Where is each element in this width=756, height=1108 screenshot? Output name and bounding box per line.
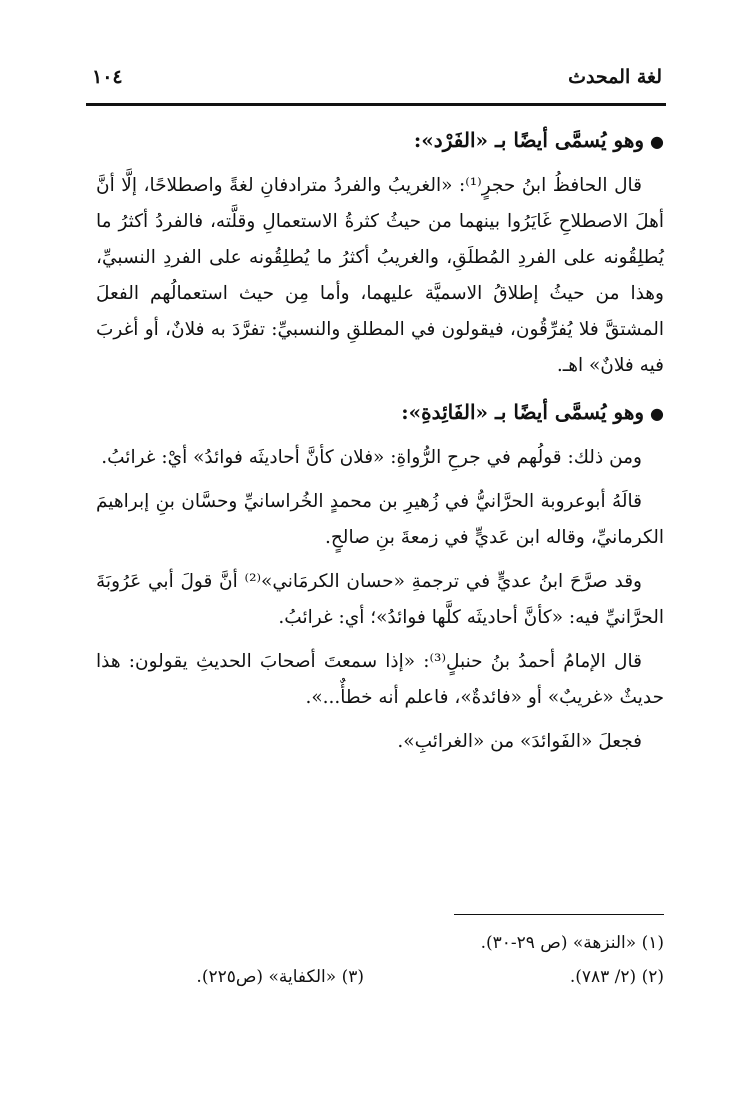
section-heading-faida: ●وهو يُسمَّى أيضًا بـ «الفَائِدةِ»: (401, 400, 664, 424)
footnotes (96, 926, 664, 994)
running-title: لغة المحدث (568, 66, 662, 88)
paragraph: قالَهُ أبوعروبة الحرَّانيُّ في زُهيرِ بن محمدٍ الخُراسانيِّ وحسَّان بنِ إبراهيمَ الكرمانيِّ، وقاله ابن عَديٍّ في زمعةَ بنِ صالحٍ. (96, 491, 664, 548)
footnote-row (96, 960, 664, 994)
footnote-1: (١) «النزهة» (ص ٢٩-٣٠). (480, 933, 664, 953)
footnote-rule (454, 914, 664, 915)
paragraph: فجعلَ «الفَوائدَ» من «الغرائبِ». (397, 731, 642, 752)
paragraph: وقد صرَّحَ ابنُ عديٍّ في ترجمةِ «حسان الكرمَاني»⁽²⁾ أنَّ قولَ أبي عَرُوبَةَ الحرَّانيِّ فيه: «كأنَّ أحاديثَه كلَّها فوائدُ»؛ أي: غرائبُ. (96, 571, 664, 628)
page-body (96, 112, 664, 768)
paragraph: قال الإمامُ أحمدُ بنُ حنبلٍ⁽³⁾: «إذا سمعتَ أصحابَ الحديثِ يقولون: هذا حديثٌ «غريبٌ» أو «فائدةٌ»، فاعلم أنه خطأٌ...». (96, 651, 664, 708)
footnote-3: (٣) «الكفاية» (ص٢٢٥). (196, 967, 364, 987)
page-number: ١٠٤ (92, 66, 123, 88)
bullet-icon: ● (650, 132, 664, 151)
header-rule (86, 103, 666, 106)
paragraph: ومن ذلك: قولُهم في جرحِ الرُّواةِ: «فلان كأنَّ أحاديثَه فوائدُ» أيْ: غرائبُ. (101, 447, 642, 468)
section-heading-fard: ●وهو يُسمَّى أيضًا بـ «الفَرْد»: (413, 128, 664, 152)
bullet-icon: ● (650, 404, 664, 423)
page-header (92, 60, 662, 100)
footnote-2: (٢) (٢/ ٧٨٣). (569, 967, 664, 987)
paragraph: قال الحافظُ ابنُ حجرٍ⁽¹⁾: «الغريبُ والفردُ مترادفانِ لغةً واصطلاحًا، إلَّا أنَّ أهلَ الاصطلاحِ غَايَرُوا بينهما من حيثُ كثرةُ الاستعمالِ وقلَّته، فالفردُ أكثرُ ما يُطلِقُونه على الفردِ المُطلَقِ، والغريبُ أكثرُ ما يُطلِقُونه على الفردِ النسبيِّ، وهذا من حيثُ إطلاقُ الاسميَّة عليهما، وأما مِن حيث استعمالُهم الفعلَ المشتقَّ فلا يُفرِّقُون، فيقولون في المطلقِ والنسبيِّ: تفرَّدَ به فلانٌ، أو أغربَ فيه فلانٌ» اهـ. (96, 175, 664, 376)
